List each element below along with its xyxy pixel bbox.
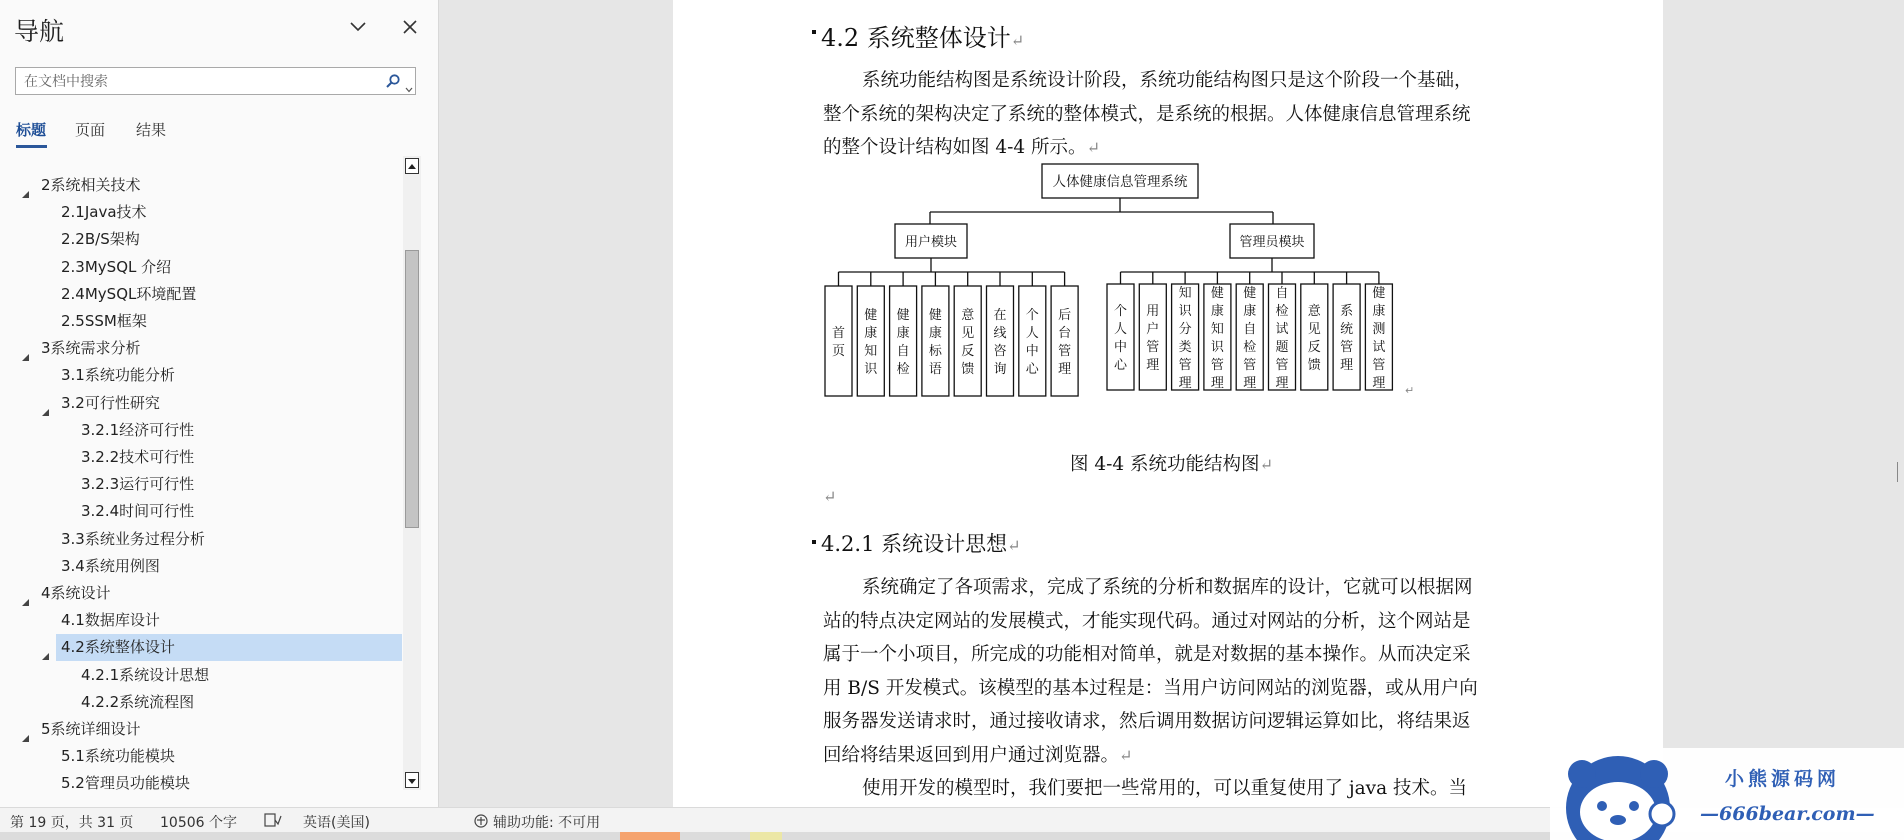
tree-item[interactable] <box>0 281 402 308</box>
tree-item-label: 3.1系统功能分析 <box>61 366 175 384</box>
tree-item[interactable] <box>0 607 402 634</box>
navigation-pane <box>0 0 439 807</box>
watermark-title: 小熊源码网 <box>1725 768 1841 790</box>
admin-function-label: 健康测试管理 <box>1372 286 1386 391</box>
tree-item[interactable] <box>0 553 402 580</box>
tree-item-label: 4系统设计 <box>41 584 111 602</box>
watermark <box>1550 748 1904 840</box>
tree-item[interactable] <box>0 199 402 226</box>
tree-item-label: 4.2.2系统流程图 <box>81 693 195 711</box>
tree-item[interactable] <box>0 335 402 362</box>
user-function-box <box>987 286 1014 396</box>
page-count[interactable]: 第 19 页，共 31 页 <box>10 815 134 831</box>
admin-function-label: 知识分类管理 <box>1178 286 1192 391</box>
admin-function-label: 用户管理 <box>1146 304 1160 373</box>
tree-item[interactable] <box>0 580 402 607</box>
user-module-label: 用户模块 <box>904 235 958 250</box>
tree-item[interactable] <box>0 172 402 199</box>
user-function-box <box>857 286 884 396</box>
accessibility-status[interactable]: 辅助功能: 不可用 <box>493 815 601 831</box>
expand-triangle-icon[interactable] <box>21 181 30 190</box>
tree-item-label: 2.4MySQL环境配置 <box>61 285 197 303</box>
tree-item-label: 4.2系统整体设计 <box>61 638 175 656</box>
tree-item-label: 4.2.1系统设计思想 <box>81 666 210 684</box>
tree-item-label: 3.4系统用例图 <box>61 557 160 575</box>
user-function-label: 在线咨询 <box>993 308 1007 377</box>
tree-item[interactable] <box>0 526 402 553</box>
tree-item[interactable] <box>0 362 402 389</box>
paragraph-3: 使用开发的模型时，我们要把一些常用的，可以重复使用了 java 技术。当 <box>862 778 1468 799</box>
user-function-box <box>890 286 917 396</box>
empty-paragraph-mark: ↵ <box>823 487 837 506</box>
bear-logo-icon <box>1556 752 1686 840</box>
tree-item-label: 3.2.1经济可行性 <box>81 421 195 439</box>
user-function-label: 意见反馈 <box>961 308 975 377</box>
admin-function-box <box>1301 284 1328 390</box>
user-function-label: 首页 <box>831 326 846 359</box>
tree-item-label: 2.5SSM框架 <box>61 312 147 330</box>
user-function-box <box>1019 286 1046 396</box>
dropdown-arrow-icon[interactable] <box>405 78 413 84</box>
watermark-url: —666bear.com— <box>1700 803 1875 825</box>
word-count[interactable]: 10506 个字 <box>160 815 237 831</box>
admin-function-box <box>1139 284 1166 390</box>
user-function-box <box>1051 286 1078 396</box>
function-structure-diagram <box>823 160 1543 460</box>
admin-function-label: 自检试题管理 <box>1275 286 1289 391</box>
expand-triangle-icon[interactable] <box>21 725 30 734</box>
taskbar-item <box>750 832 782 840</box>
tree-item[interactable] <box>0 716 402 743</box>
user-function-box <box>825 286 852 396</box>
tree-item-label: 2.1Java技术 <box>61 203 147 221</box>
heading-bullet <box>812 540 816 544</box>
tree-item[interactable] <box>0 662 402 689</box>
admin-function-label: 个人中心 <box>1113 304 1128 373</box>
tree-item[interactable] <box>0 770 402 790</box>
tree-item[interactable] <box>0 498 402 525</box>
tree-item-label: 2.2B/S架构 <box>61 230 140 248</box>
search-icon[interactable] <box>385 73 401 89</box>
user-function-label: 健康知识 <box>864 308 878 377</box>
chevron-down-icon[interactable] <box>347 16 369 38</box>
tab-headings[interactable]: 标题 <box>16 121 47 139</box>
admin-function-box <box>1107 284 1134 390</box>
tree-item[interactable] <box>0 689 402 716</box>
expand-triangle-icon[interactable] <box>21 344 30 353</box>
tree-item[interactable] <box>0 390 402 417</box>
tree-item-label: 4.1数据库设计 <box>61 611 160 629</box>
tree-item-label: 3.2可行性研究 <box>61 394 160 412</box>
admin-function-label: 健康自检管理 <box>1243 286 1257 391</box>
tree-item[interactable] <box>0 743 402 770</box>
admin-function-label: 意见反馈 <box>1307 304 1321 373</box>
admin-module-label: 管理员模块 <box>1239 235 1305 250</box>
tree-item[interactable] <box>0 308 402 335</box>
tree-item-label: 2.3MySQL 介绍 <box>61 258 172 276</box>
tree-item-label: 3.2.3运行可行性 <box>81 475 195 493</box>
user-function-label: 健康自检 <box>896 308 910 377</box>
tree-item[interactable] <box>0 634 402 661</box>
figure-caption: 图 4-4 系统功能结构图↵ <box>1070 454 1273 475</box>
tree-item-label: 5.1系统功能模块 <box>61 747 175 765</box>
user-function-box <box>922 286 949 396</box>
scroll-down-button[interactable] <box>405 772 419 788</box>
tree-item[interactable] <box>0 417 402 444</box>
user-function-label: 健康标语 <box>928 308 942 377</box>
heading-bullet <box>812 30 816 34</box>
vertical-ruler-marker <box>1897 462 1904 482</box>
tab-results[interactable]: 结果 <box>136 121 167 139</box>
scroll-up-button[interactable] <box>405 158 419 174</box>
tree-item-label: 5系统详细设计 <box>41 720 141 738</box>
nav-title: 导航 <box>14 17 65 46</box>
admin-function-box <box>1333 284 1360 390</box>
tree-item[interactable] <box>0 254 402 281</box>
tree-item-label: 3系统需求分析 <box>41 339 141 357</box>
language-indicator[interactable]: 英语(美国) <box>303 815 370 831</box>
accessibility-icon[interactable] <box>472 813 490 833</box>
expand-triangle-icon[interactable] <box>41 399 50 408</box>
expand-triangle-icon[interactable] <box>21 589 30 598</box>
expand-triangle-icon[interactable] <box>41 643 50 652</box>
tree-item-label: 3.2.4时间可行性 <box>81 502 195 520</box>
admin-function-label: 系统管理 <box>1340 304 1354 373</box>
search-input[interactable] <box>22 70 386 94</box>
scrollbar-thumb[interactable] <box>405 250 419 528</box>
heading-4-2: 4.2 系统整体设计↵ <box>821 24 1025 52</box>
user-function-label: 个人中心 <box>1025 308 1039 377</box>
tree-item[interactable] <box>0 226 402 253</box>
tab-pages[interactable]: 页面 <box>75 121 106 139</box>
user-function-label: 后台管理 <box>1058 308 1072 377</box>
paragraph-2: 系统确定了各项需求，完成了系统的分析和数据库的设计，它就可以根据网 站的特点决定网站的发展模式，才能实现代码。通过对网站的分析，这个网站是 属于一个小项目，所完成的功能相对简单，就是对数据的基本操作。从而决定采 用 B/S 开发模式。该模型的基本过程是：当用户访问网站的浏览器，或从用户向 服务器发送请求时，通过接收请求，然后调用数据访问逻辑运算如比，将结果返 回给将结果返回到用户通过浏览器。↵ <box>823 577 1478 766</box>
paragraph-1: 系统功能结构图是系统设计阶段，系统功能结构图只是这个阶段一个基础， 整个系统的架构决定了系统的整体模式，是系统的根据。人体健康信息管理系统 的整个设计结构如图 4-4 所示。↵ <box>823 70 1473 158</box>
taskbar-item <box>620 832 680 840</box>
active-tab-indicator <box>16 145 47 148</box>
user-function-box <box>954 286 981 396</box>
search-box <box>15 67 416 95</box>
tree-item-label: 3.2.2技术可行性 <box>81 448 195 466</box>
tree-item-label: 2系统相关技术 <box>41 176 141 194</box>
tree-item[interactable] <box>0 444 402 471</box>
tree-item-label: 3.3系统业务过程分析 <box>61 530 205 548</box>
close-icon[interactable] <box>399 16 421 38</box>
proofing-icon[interactable] <box>264 813 282 831</box>
diagram-root-label: 人体健康信息管理系统 <box>1052 174 1188 190</box>
document-page[interactable] <box>673 0 1663 807</box>
paragraph-mark: ↵ <box>1405 384 1415 397</box>
heading-4-2-1: 4.2.1 系统设计思想↵ <box>821 532 1021 556</box>
tree-item-label: 5.2管理员功能模块 <box>61 774 190 790</box>
heading-tree <box>0 172 402 790</box>
admin-function-label: 健康知识管理 <box>1210 286 1224 391</box>
tree-item[interactable] <box>0 471 402 498</box>
